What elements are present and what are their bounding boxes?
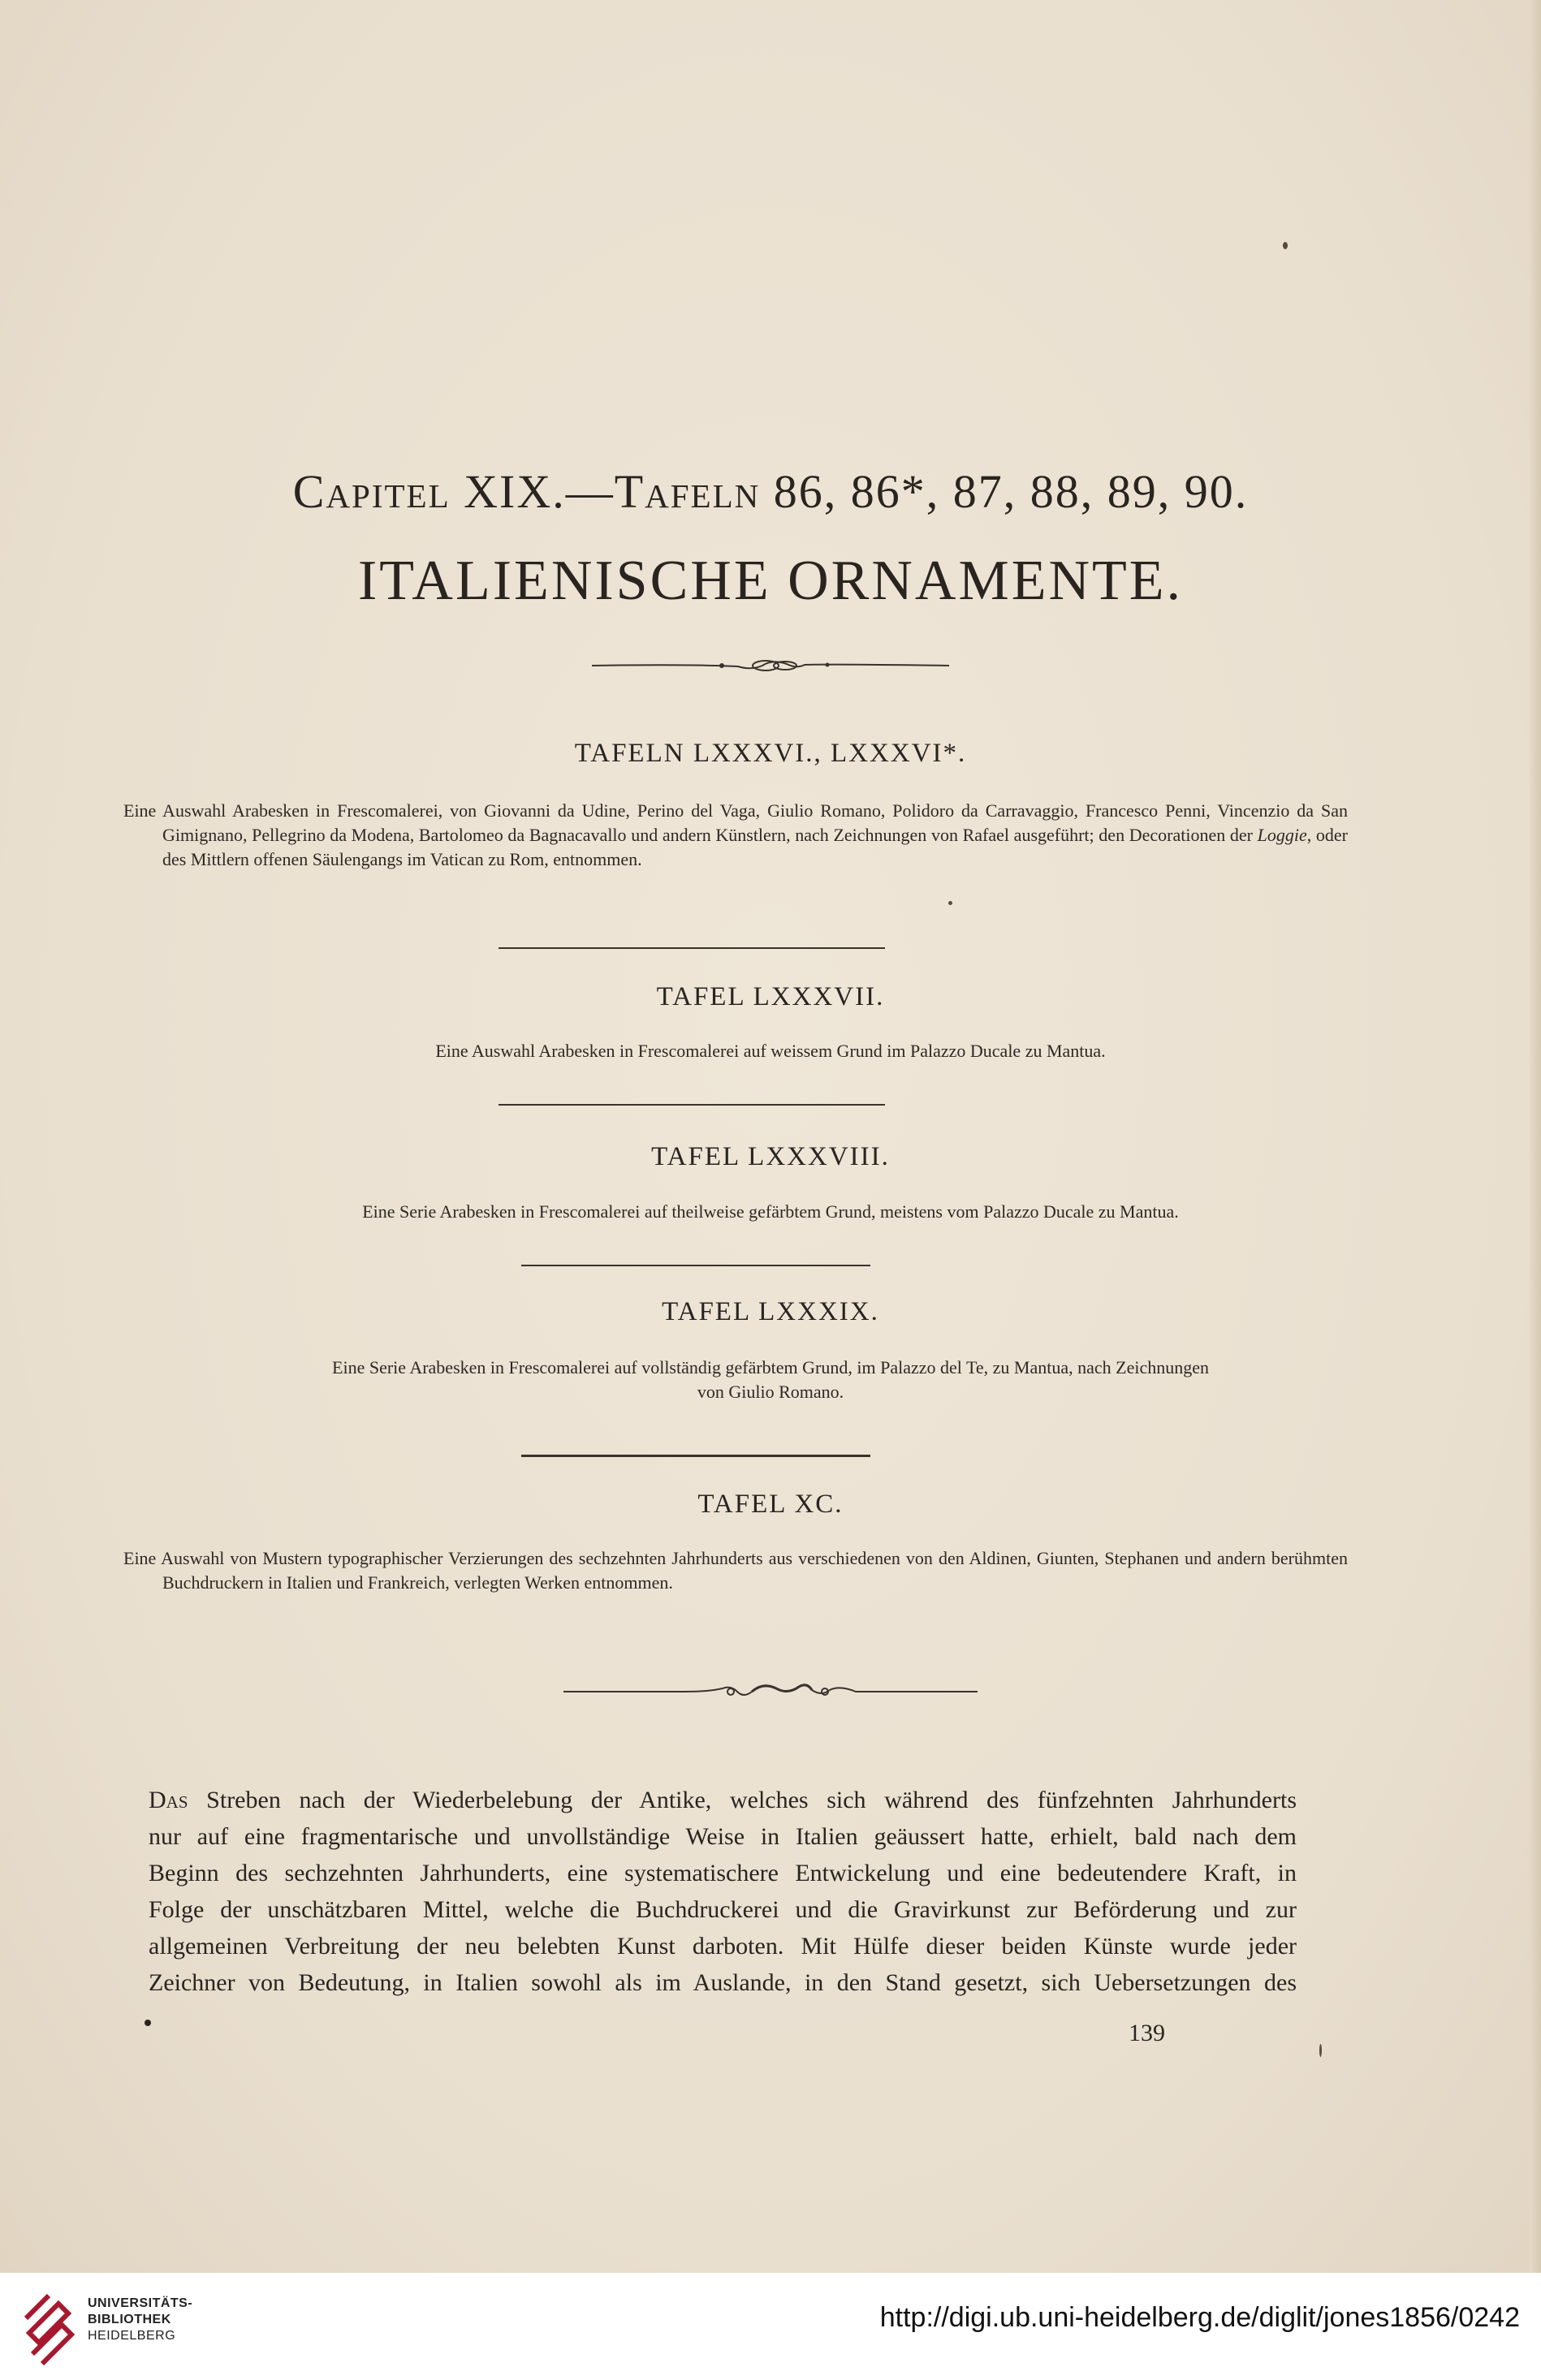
bullet-mark xyxy=(145,2020,151,2026)
plate-description-end: , oder des Mittlern offenen Säulengangs im Vatican zu Rom, entnommen. xyxy=(162,825,1348,869)
library-name-line: BIBLIOTHEK xyxy=(88,2313,171,2326)
ornament-divider-top xyxy=(0,656,1541,675)
plate-description-text: Eine Auswahl Arabesken in Frescomalerei, von Giovanni da Udine, Perino del Vaga, Giulio Romano, Polidoro da Carravaggio, Francesco Penni, Vincenzio da San Gimignano, Pellegrino da Modena, Bartolomeo da Bagnacavallo und andern Künstlern, nach Zeichnungen von Rafael ausgeführt; den Decorationen der xyxy=(123,800,1348,845)
library-name-line: UNIVERSITÄTS- xyxy=(88,2296,193,2310)
library-name xyxy=(88,2296,192,2344)
chapter-heading xyxy=(0,464,1541,519)
chapter-heading-text: Capitel XIX.—Tafeln 86, 86*, 87, 88, 89, 90. xyxy=(292,465,1249,518)
permalink-url[interactable]: http://digi.ub.uni-heidelberg.de/diglit/jones1856/0242 xyxy=(879,2302,1520,2333)
body-line xyxy=(149,1782,1297,1818)
plate-description-line: von Giulio Romano. xyxy=(697,1382,844,1402)
plate-description xyxy=(123,799,1348,872)
paper-speck xyxy=(948,901,952,905)
plate-description: Eine Auswahl Arabesken in Frescomalerei auf weissem Grund im Palazzo Ducale zu Mantua. xyxy=(435,1041,1106,1061)
ornament-flourish-icon xyxy=(592,656,949,675)
plate-description: Eine Serie Arabesken in Frescomalerei auf theilweise gefärbtem Grund, meistens vom Palazzo Ducale zu Mantua. xyxy=(362,1201,1179,1222)
body-line: Beginn des sechzehnten Jahrhunderts, eine systematischere Entwickelung und eine bedeutendere Kraft, in xyxy=(149,1860,1297,1886)
plate-description-line: Eine Serie Arabesken in Frescomalerei auf vollständig gefärbtem Grund, im Palazzo del Te, zu Mantua, nach Zeichnungen xyxy=(332,1357,1209,1378)
plate-title: TAFEL LXXXIX. xyxy=(662,1297,879,1326)
chapter-title: ITALIENISCHE ORNAMENTE. xyxy=(357,550,1184,612)
ornament-scroll-icon xyxy=(563,1680,978,1703)
page-edge xyxy=(1530,0,1541,2273)
body-line: Zeichner von Bedeutung, in Italien sowohl als im Auslande, in den Stand gesetzt, sich Uebersetzungen des xyxy=(149,1969,1297,1996)
body-paragraph xyxy=(149,1782,1297,2001)
plate-title: TAFEL LXXXVIII. xyxy=(651,1142,890,1171)
dropcap-word: Das xyxy=(149,1787,188,1813)
rule-divider xyxy=(499,1104,885,1106)
body-line: Folge der unschätzbaren Mittel, welche die Buchdruckerei und die Gravirkunst zur Beförderung und zur xyxy=(149,1896,1297,1923)
paper-speck xyxy=(1283,242,1288,249)
library-name-line: HEIDELBERG xyxy=(88,2329,176,2343)
body-line-text: Streben nach der Wiederbelebung der Antike, welches sich während des fünfzehnten Jahrhunderts xyxy=(206,1787,1297,1813)
plate-description-italic: Loggie xyxy=(1257,825,1307,845)
rule-divider xyxy=(521,1265,870,1266)
plate-title: TAFELN LXXXVI., LXXXVI*. xyxy=(574,739,967,768)
plate-title: TAFEL LXXXVII. xyxy=(656,982,885,1011)
paper-speck xyxy=(1319,2044,1322,2057)
body-line: allgemeinen Verbreitung der neu belebten Kunst darboten. Mit Hülfe dieser beiden Künste wurde jeder xyxy=(149,1933,1297,1960)
library-logo-icon xyxy=(21,2286,78,2367)
body-line: nur auf eine fragmentarische und unvollständige Weise in Italien geäussert hatte, erhielt, bald nach dem xyxy=(149,1823,1297,1850)
plate-title: TAFEL XC. xyxy=(697,1490,844,1519)
page-number: 139 xyxy=(1129,2020,1165,2046)
ornament-divider-bottom xyxy=(0,1680,1541,1703)
rule-divider xyxy=(521,1455,870,1457)
plate-description: Eine Auswahl von Mustern typographischer Verzierungen des sechzehnten Jahrhunderts aus verschiedenen von den Aldinen, Giunten, Stephanen und andern berühmten Buchdruckern in Italien und Frankreich, verlegten Werken entnommen. xyxy=(123,1548,1348,1593)
rule-divider xyxy=(499,947,885,949)
